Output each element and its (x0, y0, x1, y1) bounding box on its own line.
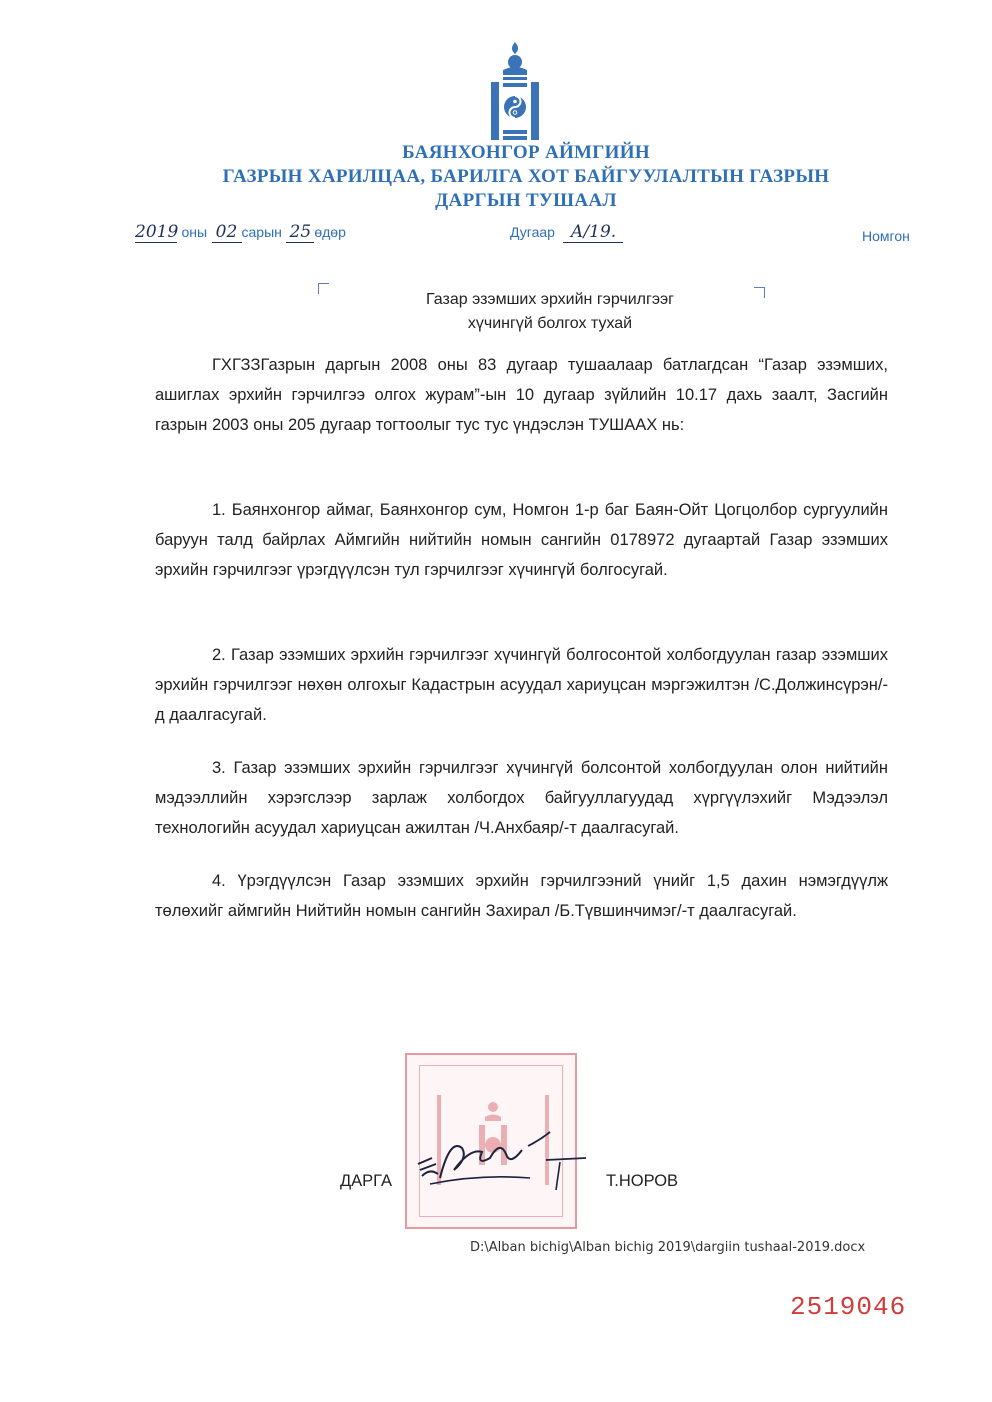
file-path: D:\Alban bichig\Alban bichig 2019\dargiin tushaal-2019.docx (470, 1240, 866, 1255)
number-value: А/19. (563, 222, 623, 243)
item-2-paragraph: 2. Газар эзэмших эрхийн гэрчилгээг хүчингүй болгосонтой холбогдуулан газар эзэмших эрхийн гэрчилгээг нөхөн олгохыг Кадастрын асуудал хариуцсан мэргэжилтэн /С.Должинсүрэн/-д даалгасугай. (155, 646, 888, 724)
body-item-4 (155, 866, 888, 926)
handwritten-signature-icon (410, 1118, 590, 1198)
subject-line2: хүчингүй болгох тухай (467, 315, 633, 332)
date-row (135, 222, 346, 243)
place-label: Номгон (862, 228, 910, 244)
date-year-suffix: оны (181, 224, 208, 240)
item-1-paragraph: 1. Баянхонгор аймаг, Баянхонгор сум, Номгон 1-р баг Баян-Ойт Цогцолбор сургуулийн баруун талд байрлах Аймгийн нийтийн номын сангийн 0178972 дугаартай Газар эзэмших эрхийн гэрчилгээг үрэгдүүлсэн тул гэрчилгээг хүчингүй болгосугай. (155, 501, 888, 579)
body-item-2 (155, 640, 888, 730)
item-3-paragraph: 3. Газар эзэмших эрхийн гэрчилгээг хүчингүй болсонтой холбогдуулан олон нийтийн мэдээллийн хэрэгслээр зарлаж холбогдох байгууллагуудад хүргүүлэхийг Мэдээлэл технологийн асуудал хариуцсан ажилтан /Ч.Анхбаяр/-т даалгасугай. (155, 759, 888, 837)
date-month: 02 (212, 222, 242, 243)
date-day: 25 (286, 222, 314, 243)
body-item-3 (155, 753, 888, 843)
serial-number: 2519046 (790, 1292, 907, 1322)
number-label: Дугаар (510, 224, 555, 240)
subject-line1: Газар эзэмших эрхийн гэрчилгээг (426, 291, 674, 308)
date-day-suffix: өдөр (314, 224, 346, 240)
item-4-paragraph: 4. Үрэгдүүлсэн Газар эзэмших эрхийн гэрчилгээний үнийг 1,5 дахин нэмэгдүүлж төлөхийг аймгийн Нийтийн номын сангийн Захирал /Б.Түвшинчимэг/-т даалгасугай. (155, 872, 888, 920)
signatory-name: Т.НОРОВ (606, 1172, 679, 1190)
body-preamble (155, 350, 888, 440)
header-doc-type: ДАРГЫН ТУШААЛ (435, 190, 617, 211)
subject-title (300, 288, 800, 336)
date-month-suffix: сарын (241, 224, 282, 240)
signatory-title: ДАРГА (340, 1172, 393, 1190)
number-row (510, 222, 623, 243)
header-org-line1: БАЯНХОНГОР АЙМГИЙН (402, 142, 650, 163)
date-year: 2019 (135, 222, 179, 242)
soyombo-emblem-icon (487, 42, 543, 142)
preamble-paragraph: ГХГЗЗГазрын даргын 2008 оны 83 дугаар тушаалаар батлагдсан “Газар эзэмших, ашиглах эрхийн гэрчилгээ олгох журам”-ын 10 дугаар зүйлийн 10.17 дахь заалт, Засгийн газрын 2003 оны 205 дугаар тогтоолыг тус тус үндэслэн ТУШААХ нь: (155, 356, 888, 434)
body-item-1 (155, 495, 888, 585)
header-org-line2: ГАЗРЫН ХАРИЛЦАА, БАРИЛГА ХОТ БАЙГУУЛАЛТЫН ГАЗРЫН (222, 166, 830, 187)
